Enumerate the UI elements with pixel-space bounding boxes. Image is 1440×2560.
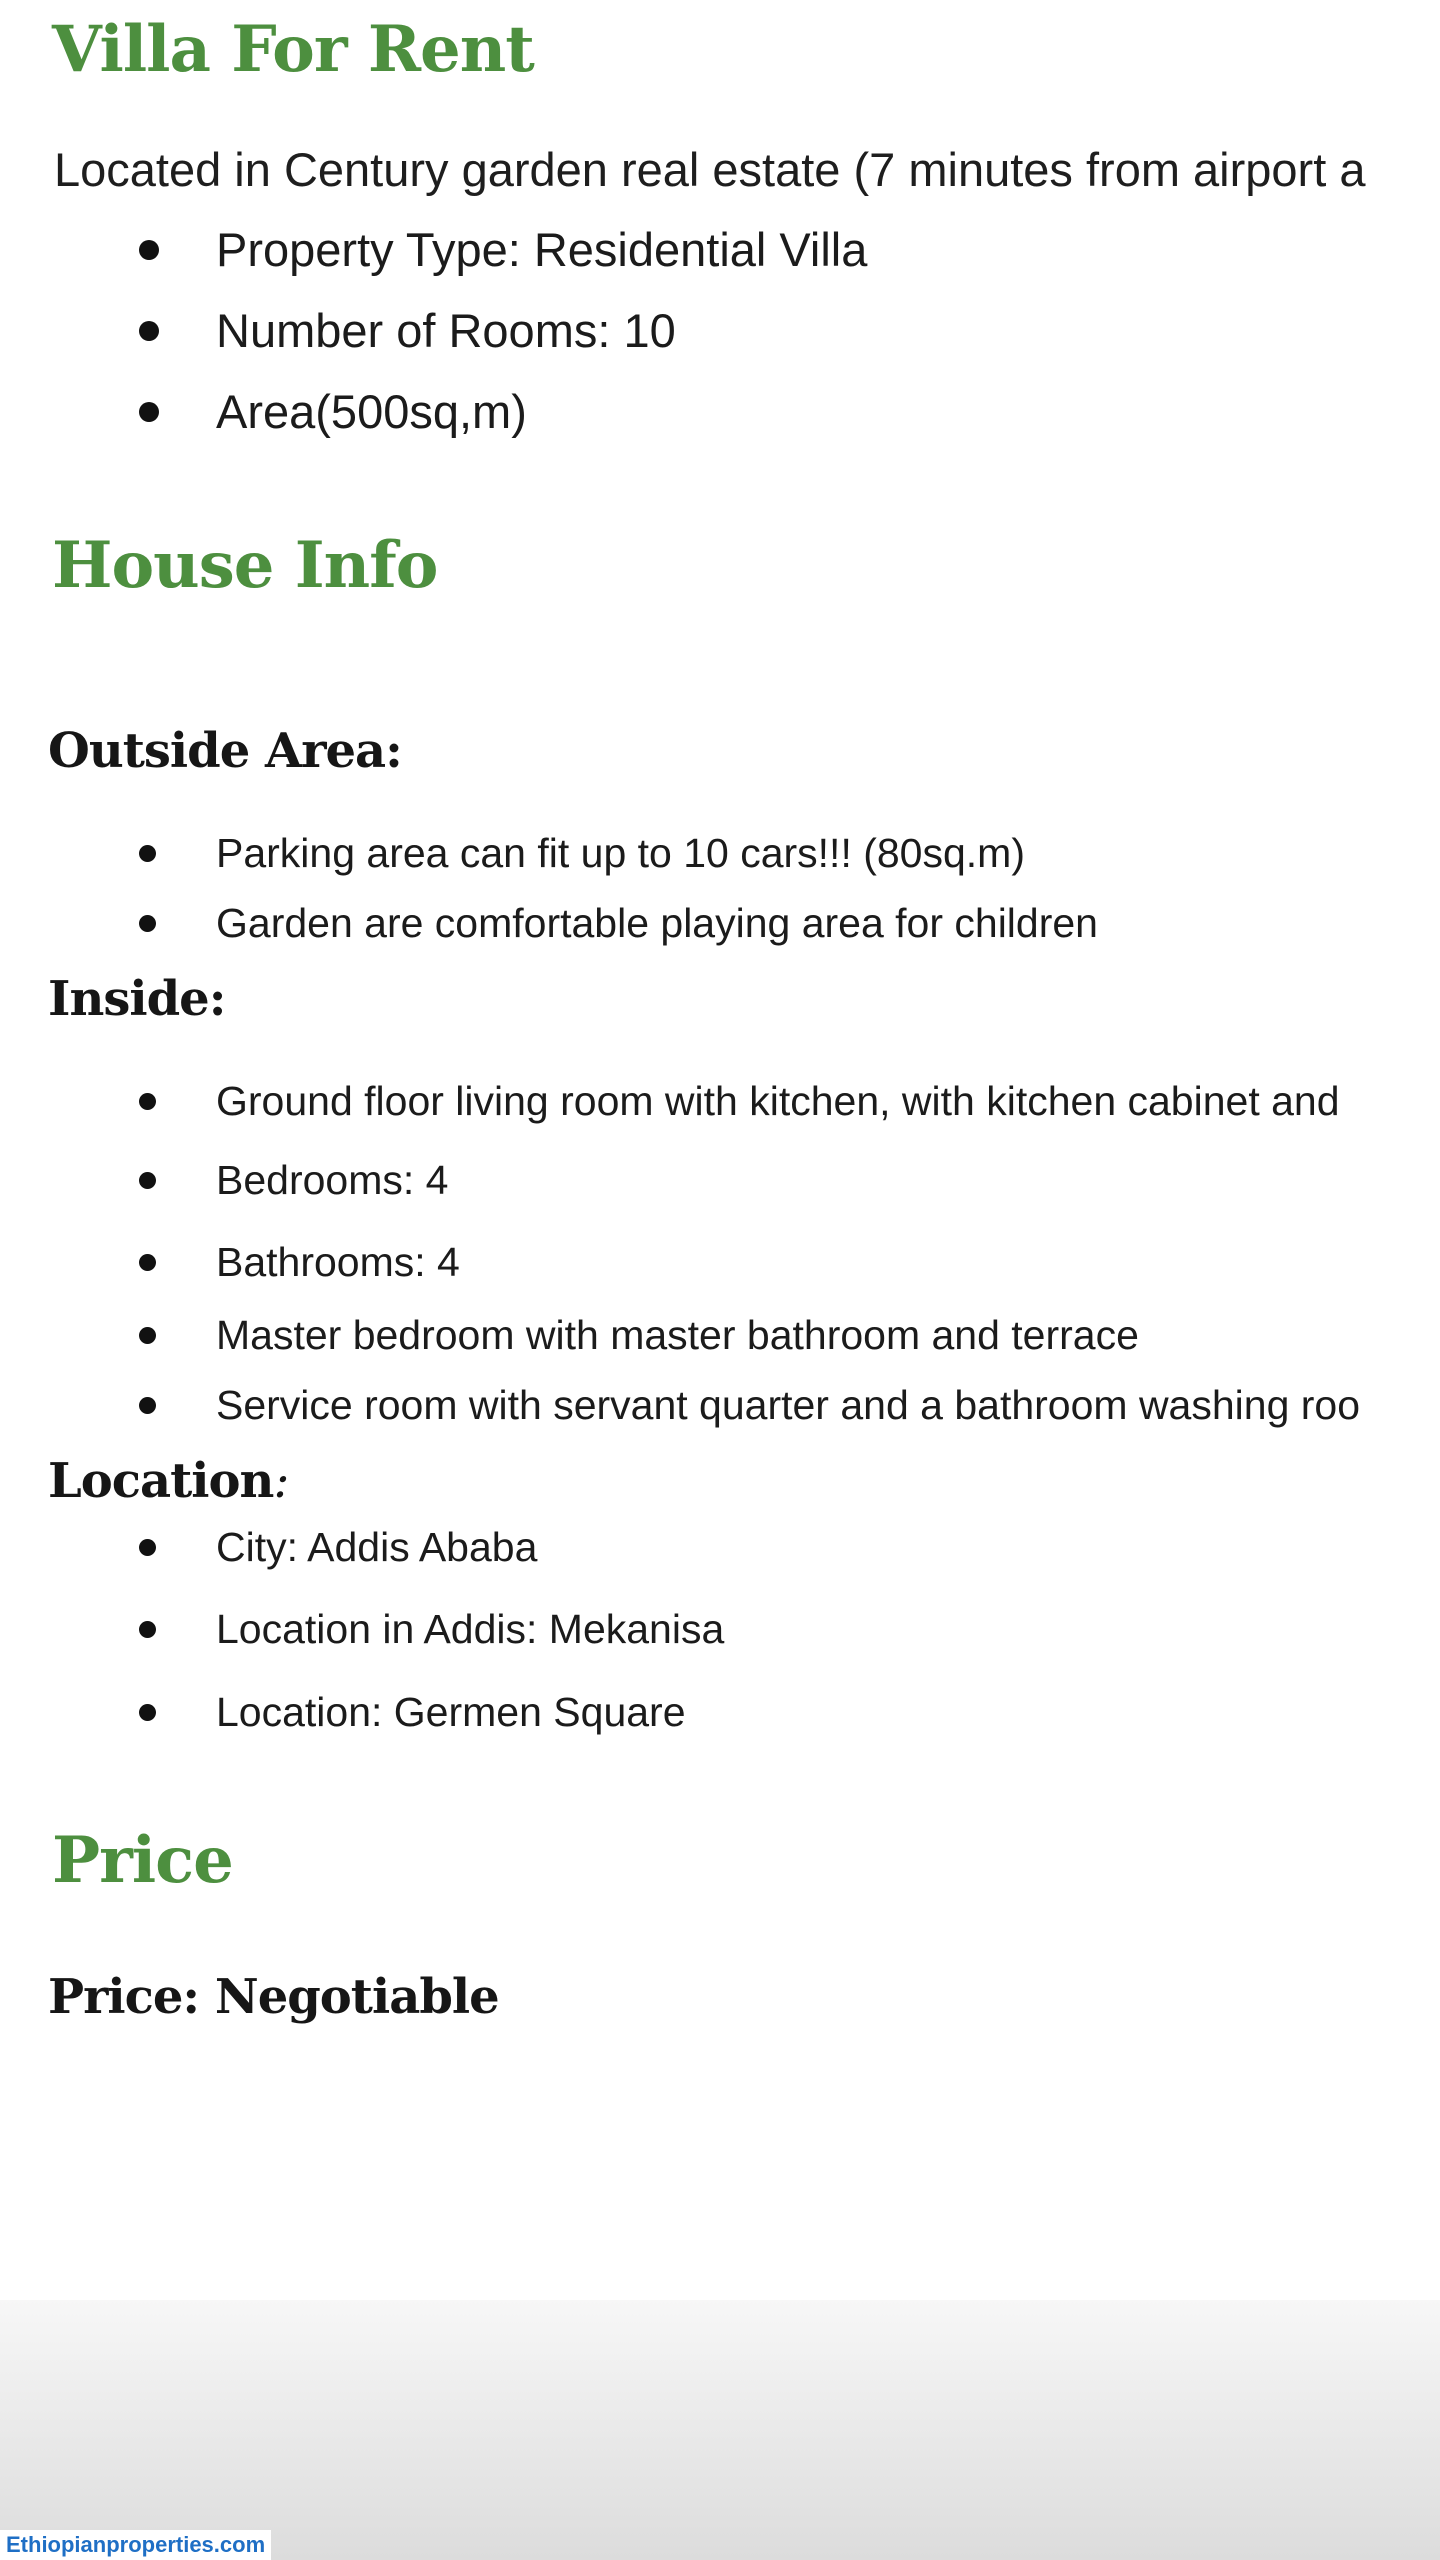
bottom-gradient — [0, 2300, 1440, 2560]
list-item: Area(500sq,m) — [0, 384, 1440, 465]
listing-intro: Located in Century garden real estate (7 minutes from airport a — [54, 143, 1366, 196]
bullet-icon — [139, 1254, 156, 1271]
list-item: Bedrooms: 4 — [0, 1152, 1440, 1234]
list-item: Garden are comfortable playing area for children — [0, 895, 1440, 965]
outside-area-list — [0, 825, 1440, 965]
bullet-icon — [139, 240, 159, 260]
bullet-icon — [139, 1397, 156, 1414]
house-info-title: House Info — [52, 528, 438, 603]
price-title: Price — [52, 1823, 233, 1898]
list-item: Service room with servant quarter and a bathroom washing roo — [0, 1377, 1440, 1447]
outside-area-heading: Outside Area: — [48, 723, 402, 779]
bullet-icon — [139, 1704, 156, 1721]
bullet-icon — [139, 915, 156, 932]
bullet-icon — [139, 1621, 156, 1638]
price-line: Price: Negotiable — [48, 1969, 499, 2025]
bullet-icon — [139, 321, 159, 341]
listing-title: Villa For Rent — [52, 12, 534, 87]
bullet-icon — [139, 402, 159, 422]
list-item: Property Type: Residential Villa — [0, 222, 1440, 303]
list-item: Master bedroom with master bathroom and terrace — [0, 1307, 1440, 1377]
watermark-text: Ethiopianproperties.com — [0, 2530, 271, 2560]
inside-list — [0, 1073, 1440, 1447]
list-item: Ground floor living room with kitchen, with kitchen cabinet and — [0, 1073, 1440, 1152]
property-details-list — [0, 222, 1440, 465]
list-item: City: Addis Ababa — [0, 1519, 1440, 1601]
bullet-icon — [139, 1327, 156, 1344]
bullet-icon — [139, 845, 156, 862]
bullet-icon — [139, 1093, 156, 1110]
bullet-icon — [139, 1539, 156, 1556]
list-item: Number of Rooms: 10 — [0, 303, 1440, 384]
list-item: Location in Addis: Mekanisa — [0, 1601, 1440, 1684]
list-item: Bathrooms: 4 — [0, 1234, 1440, 1307]
bullet-icon — [139, 1172, 156, 1189]
location-list — [0, 1519, 1440, 1754]
list-item: Location: Germen Square — [0, 1684, 1440, 1754]
list-item: Parking area can fit up to 10 cars!!! (80sq.m) — [0, 825, 1440, 895]
location-heading: Location: — [48, 1453, 289, 1509]
inside-heading: Inside: — [48, 971, 226, 1027]
